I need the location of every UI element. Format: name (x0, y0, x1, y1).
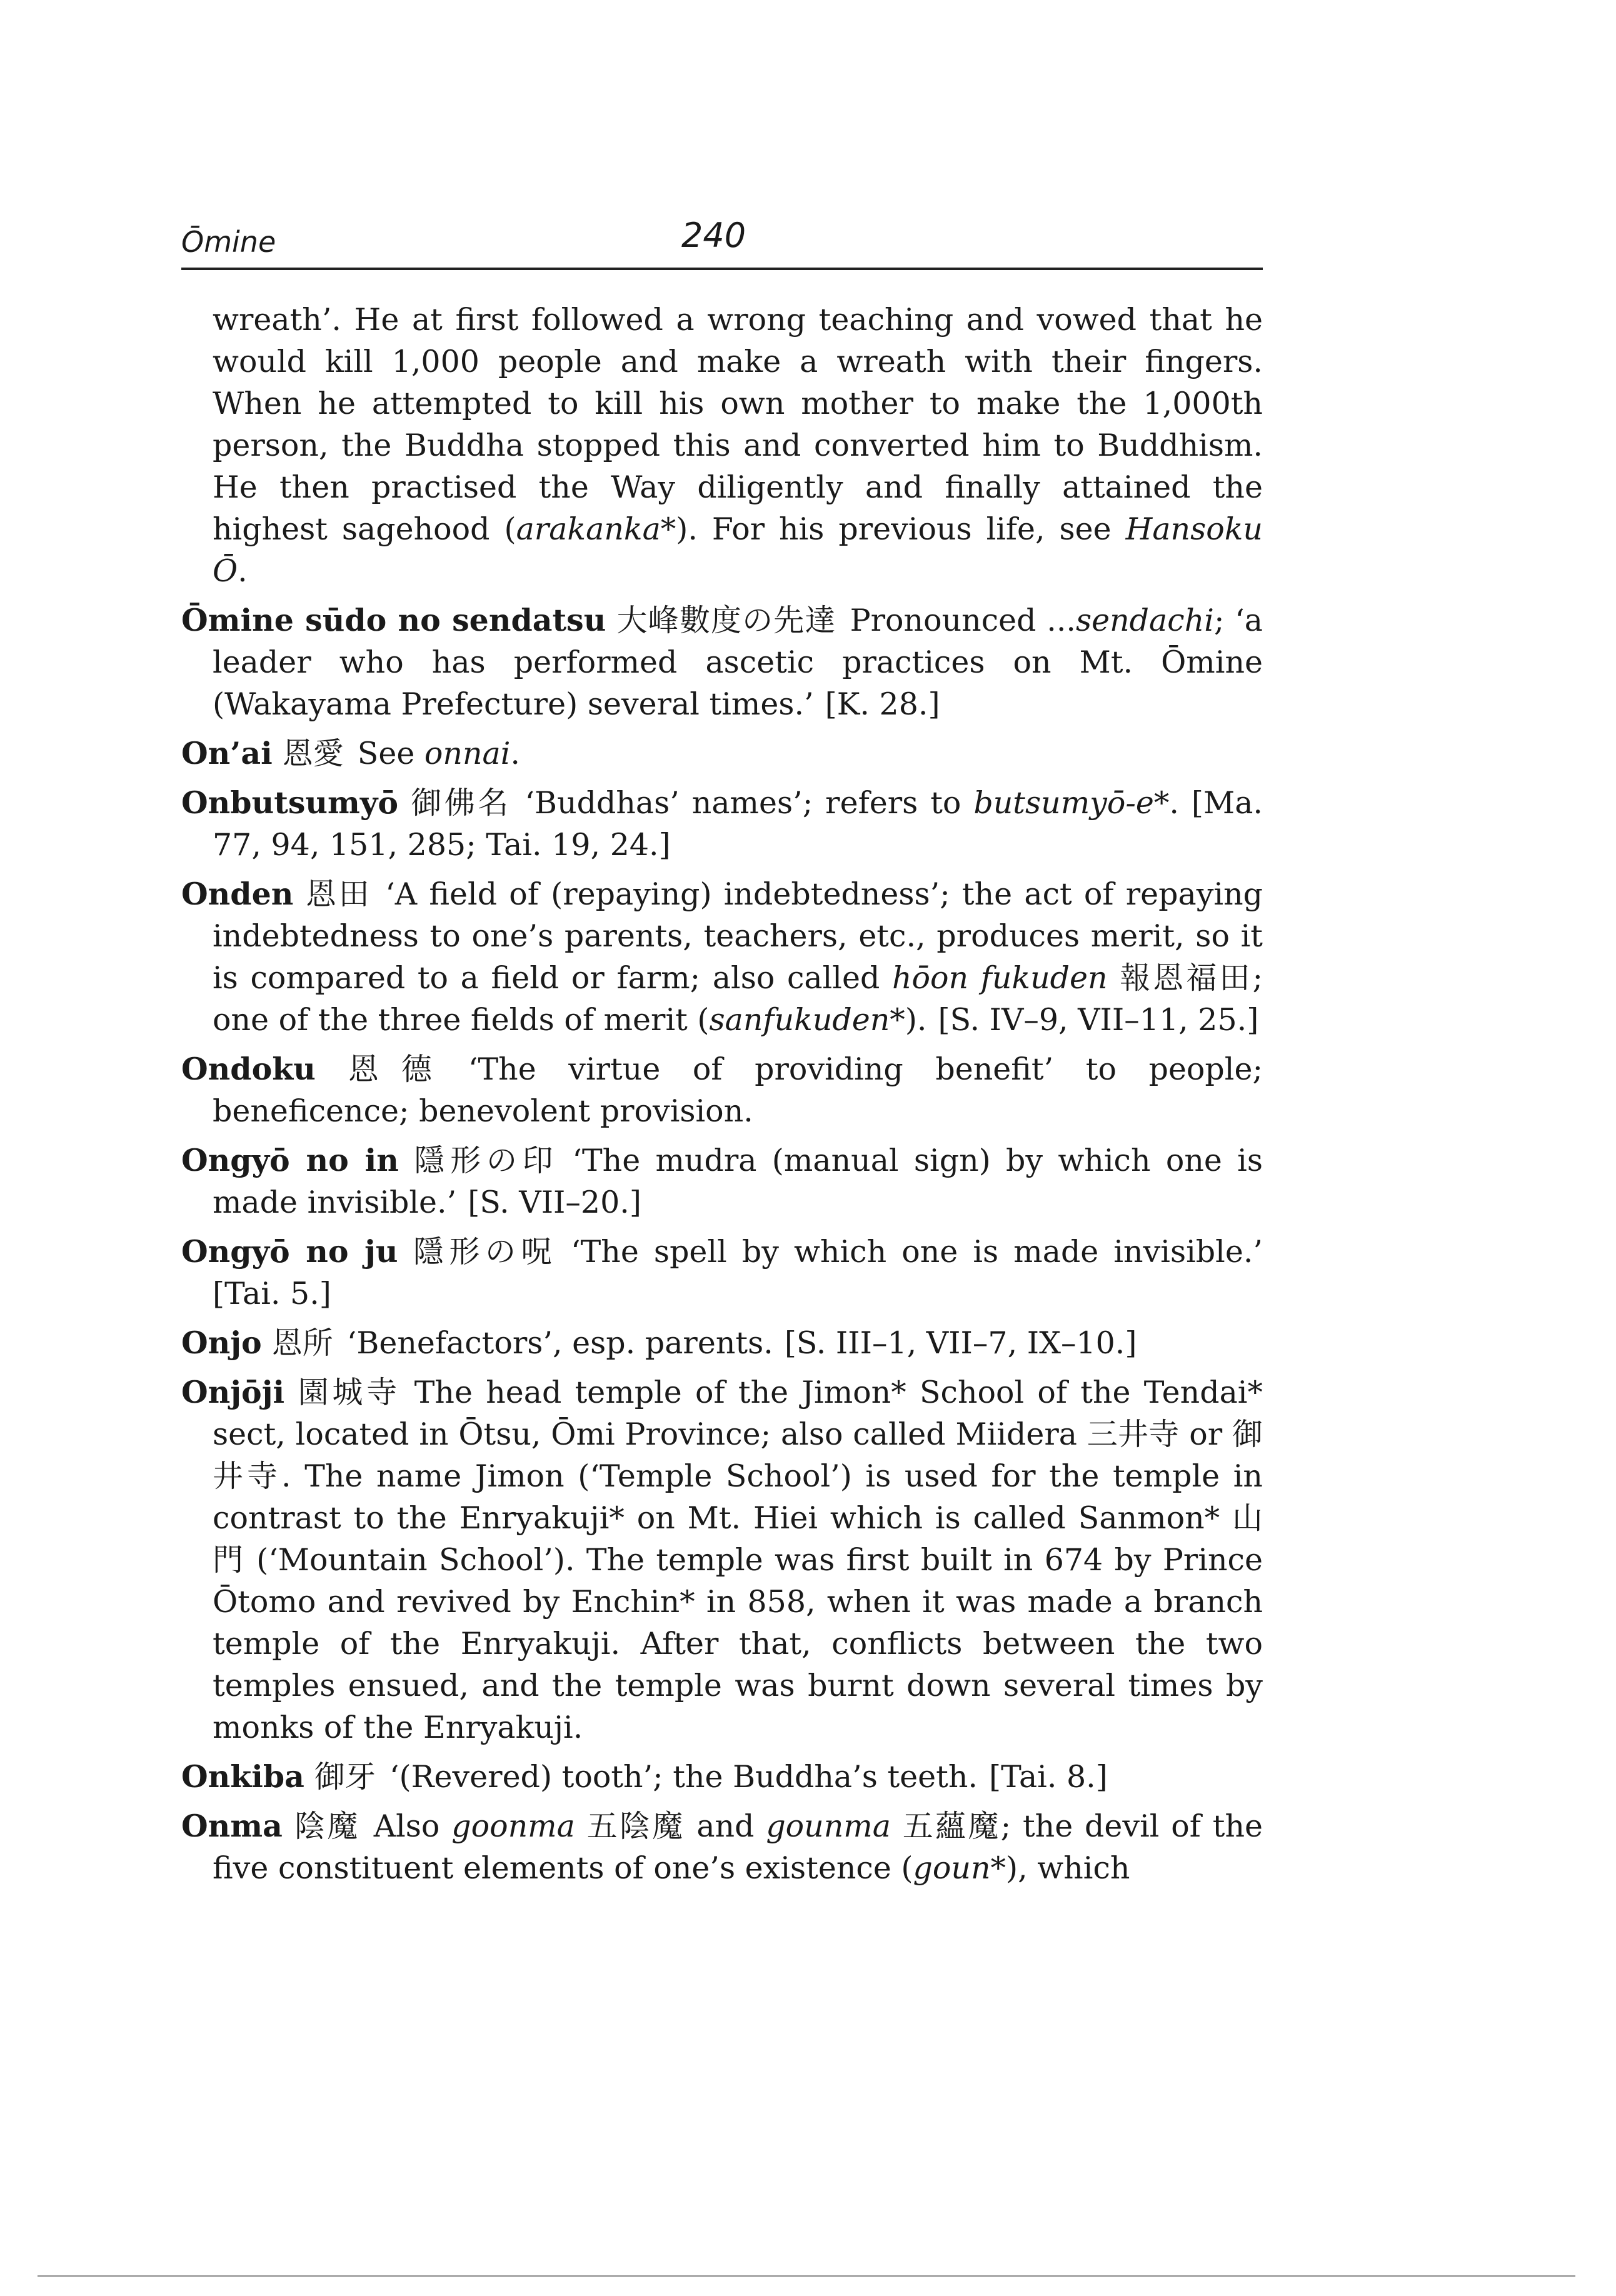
running-head (181, 216, 1263, 266)
header-rule (181, 268, 1263, 270)
headword-kanji: 御牙 (314, 1759, 376, 1795)
reference: [Tai. 8.] (988, 1759, 1108, 1795)
entry-onai: On’ai 恩愛 See onnai. (181, 735, 520, 771)
headword: Onbutsumyō (181, 785, 399, 821)
entry-ongyo-no-ju: Ongyō no ju 隱形の呪 ‘The spell by which one is made invisible.’ [Tai. 5.] (181, 1233, 1263, 1311)
entry-omine-sudo-no-sendatsu: Ōmine sūdo no sendatsu 大峰數度の先達 Pronounced ...sendachi; ‘a leader who has performed ascetic practices on Mt. Ōmine (Wakayama Prefecture) several times.’ [K. 28.] (181, 602, 1263, 722)
entry-ongyo-no-in: Ongyō no in 隱形の印 ‘The mudra (manual sign) by which one is made invisible.’ [S. VII–20.] (181, 1142, 1263, 1220)
headword-kanji: 隱形の印 (408, 1143, 559, 1178)
headword-kanji: 陰魔 (292, 1808, 360, 1844)
reference: [Tai. 5.] (213, 1276, 331, 1311)
entry-ondoku: Ondoku 恩德 ‘The virtue of providing benefit’ to people; beneficence; benevolent provision. (181, 1051, 1263, 1129)
headword: Onma (181, 1808, 283, 1844)
headword: On’ai (181, 735, 273, 771)
headword-kanji: 大峰數度の先達 (616, 603, 836, 638)
continued-entry-text: wreath’. He at first followed a wrong teaching and vowed that he would kill 1,000 people and make a wreath with their fingers. When he attempted to kill his own mother to make the 1,000th person, the Buddha stopped this and converted him to Buddhism. He then practised the Way diligently and finally attained the highest sagehood (arakanka*). For his previous life, see Hansoku Ō. (213, 302, 1263, 589)
headword: Ōmine sūdo no sendatsu (181, 602, 606, 638)
headword: Onjōji (181, 1374, 285, 1410)
headword-kanji: 御佛名 (408, 785, 511, 821)
body-text (181, 299, 1263, 1897)
entry-onbutsumyo: Onbutsumyō 御佛名 ‘Buddhas’ names’; refers to butsumyō-e*. [Ma. 77, 94, 151, 285; Tai. 19, 24.] (181, 785, 1263, 863)
headword-kanji: 恩愛 (282, 736, 344, 771)
reference: [K. 28.] (825, 686, 940, 722)
headword: Onden (181, 876, 294, 912)
headword-kanji: 恩德 (325, 1051, 454, 1087)
headword-kanji: 園城寺 (294, 1375, 401, 1410)
reference: [S. III–1, VII–7, IX–10.] (784, 1325, 1137, 1361)
headword: Onjo (181, 1325, 262, 1361)
running-head-word: Ōmine (181, 225, 276, 259)
page-number: 240 (681, 216, 746, 255)
reference: [S. VII–20.] (468, 1185, 641, 1220)
reference: [Ma. 77, 94, 151, 285; Tai. 19, 24.] (213, 785, 1263, 863)
entry-onma: Onma 陰魔 Also goonma 五陰魔 and gounma 五蘊魔; the devil of the five constituent elements of one’s existence (goun*), which (181, 1808, 1263, 1886)
entry-onjoji: Onjōji 園城寺 The head temple of the Jimon* School of the Tendai* sect, located in Ōtsu, Ōmi Province; also called Miidera 三井寺 or 御井寺. The name Jimon (‘Temple School’) is used for the temple in contrast to the Enryakuji* on Mt. Hiei which is called Sanmon* 山門 (‘Mountain School’). The temple was first built in 674 by Prince Ōtomo and revived by Enchin* in 858, when it was made a branch temple of the Enryakuji. After that, conflicts between the two temples ensued, and the temple was burnt down several times by monks of the Enryakuji. (181, 1374, 1263, 1745)
reference: [S. IV–9, VII–11, 25.] (938, 1002, 1259, 1038)
scan-edge-line (38, 2275, 1575, 2277)
headword: Ongyō no in (181, 1142, 399, 1178)
entry-onjo: Onjo 恩所 ‘Benefactors’, esp. parents. [S. III–1, VII–7, IX–10.] (181, 1325, 1137, 1361)
headword-kanji: 恩所 (271, 1325, 333, 1361)
entry-onden: Onden 恩田 ‘A field of (repaying) indebtedness’; the act of repaying indebtedness to one’s parents, teachers, etc., produces merit, so it is compared to a field or farm; also called hōon fukuden 報恩福田; one of the three fields of merit (sanfukuden*). [S. IV–9, VII–11, 25.] (181, 876, 1263, 1038)
headword: Ondoku (181, 1051, 316, 1087)
headword-kanji: 恩田 (303, 876, 372, 912)
headword: Ongyō no ju (181, 1233, 398, 1270)
headword-kanji: 隱形の呪 (408, 1234, 558, 1270)
headword: Onkiba (181, 1758, 304, 1795)
entry-onkiba: Onkiba 御牙 ‘(Revered) tooth’; the Buddha’s teeth. [Tai. 8.] (181, 1758, 1108, 1795)
